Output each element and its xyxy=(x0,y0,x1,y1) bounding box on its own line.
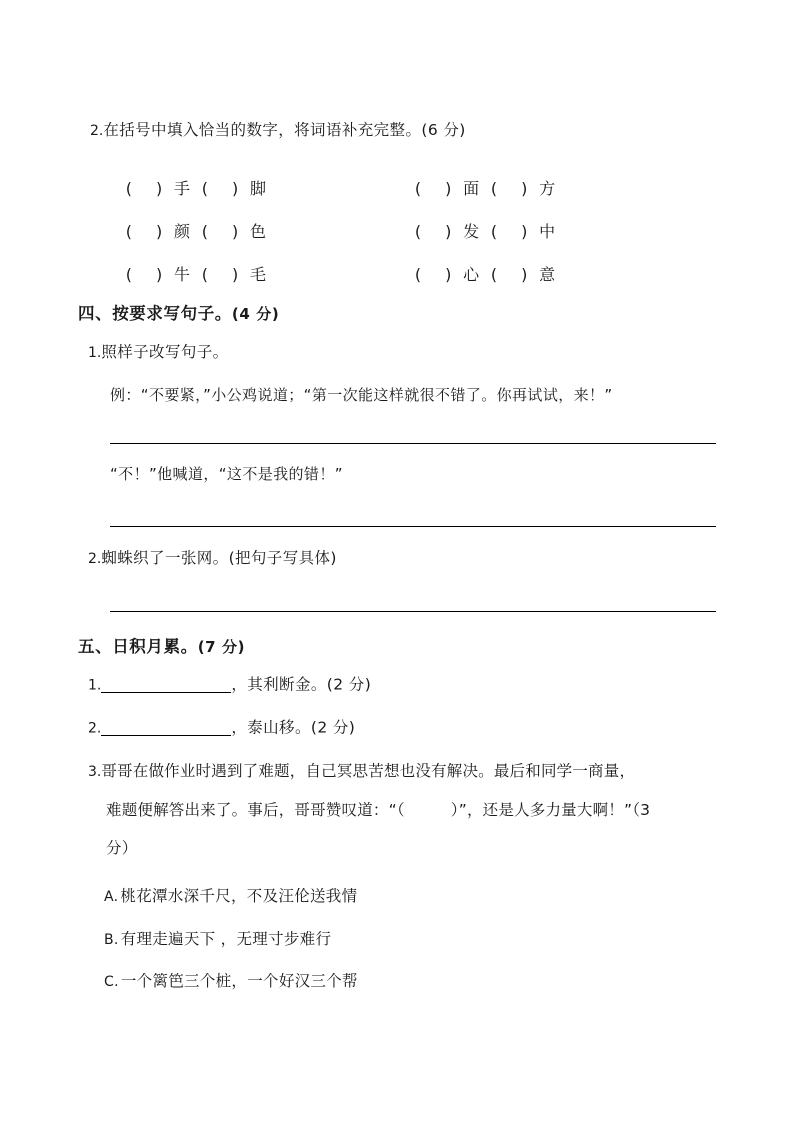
bracket-group-right xyxy=(407,219,559,242)
bracket-row xyxy=(118,262,559,285)
option-label: C. xyxy=(104,974,119,990)
question-text: 蜘蛛织了一张网。 xyxy=(101,549,229,567)
option-label: B. xyxy=(104,932,119,948)
option-text: 一个篱笆三个桩，一个好汉三个帮 xyxy=(120,972,358,990)
section-five-points: (7 分) xyxy=(197,638,246,656)
question-5-3 xyxy=(88,752,650,867)
word-char: 意 xyxy=(539,265,556,284)
word-char: 色 xyxy=(249,222,266,241)
answer-bracket[interactable]: ( ) xyxy=(201,222,239,241)
question-5-3-line-2 xyxy=(88,791,650,829)
given-sentence: “不！”他喊道，“这不是我的错！” xyxy=(110,465,343,483)
answer-bracket[interactable]: ( ) xyxy=(490,222,528,241)
question-number: 1. xyxy=(88,677,102,694)
word-char: 心 xyxy=(463,265,480,284)
question-4-1-prompt xyxy=(88,345,229,361)
answer-line[interactable] xyxy=(110,526,716,527)
question-points: (6 分) xyxy=(421,121,466,139)
question-number: 2. xyxy=(88,720,102,737)
bracket-group-left xyxy=(118,262,270,285)
answer-bracket[interactable]: ( ) xyxy=(490,179,528,198)
word-char: 面 xyxy=(463,179,480,198)
fill-blank[interactable] xyxy=(101,676,231,693)
section-five-title: 五、日积月累。 xyxy=(78,637,198,656)
option-text: 桃花潭水深千尺，不及汪伦送我情 xyxy=(120,887,358,905)
question-4-2-prompt xyxy=(88,551,337,567)
bracket-group-right xyxy=(407,176,559,199)
section-five-heading xyxy=(78,633,245,657)
question-text-before-blank: 难题便解答出来了。事后，哥哥赞叹道：“（ xyxy=(106,801,405,819)
word-char: 牛 xyxy=(173,265,190,284)
question-text: 照样子改写句子。 xyxy=(101,343,229,361)
word-char: 发 xyxy=(463,222,480,241)
bracket-group-right xyxy=(407,262,559,285)
option-b[interactable] xyxy=(104,927,331,949)
option-c[interactable] xyxy=(104,969,358,991)
question-text: ，泰山移。 xyxy=(231,718,311,737)
question-5-3-line-1 xyxy=(88,752,650,791)
word-char: 颜 xyxy=(173,222,190,241)
bracket-row xyxy=(118,219,559,242)
answer-bracket[interactable]: ( ) xyxy=(414,179,452,198)
answer-bracket[interactable]: ( ) xyxy=(125,265,163,284)
fill-blank[interactable] xyxy=(101,719,231,736)
question-number: 1. xyxy=(88,345,102,361)
word-char: 手 xyxy=(173,179,190,198)
answer-bracket[interactable]: ( ) xyxy=(201,179,239,198)
bracket-group-left xyxy=(118,176,270,199)
example-sentence: 例：“不要紧，”小公鸡说道；“第一次能这样就很不错了。你再试试，来！” xyxy=(110,386,613,404)
question-text: ，其利断金。 xyxy=(231,675,327,694)
question-text-after-blank: ）”，还是人多力量大啊！”（3 xyxy=(450,801,651,819)
answer-line[interactable] xyxy=(110,611,716,612)
bracket-group-left xyxy=(118,219,270,242)
section-four-points: (4 分) xyxy=(231,305,280,323)
answer-bracket[interactable]: ( ) xyxy=(125,179,163,198)
word-char: 方 xyxy=(539,179,556,198)
option-label: A. xyxy=(104,889,119,905)
question-number: 2. xyxy=(88,551,102,567)
word-char: 脚 xyxy=(249,179,266,198)
question-points: (2 分) xyxy=(310,718,356,737)
option-a[interactable] xyxy=(104,884,357,906)
word-char: 毛 xyxy=(249,265,266,284)
question-number: 2. xyxy=(90,123,104,139)
option-text: 有理走遍天下 ，无理寸步难行 xyxy=(120,930,332,948)
question-number: 3. xyxy=(88,764,102,780)
question-text: 哥哥在做作业时遇到了难题，自己冥思苦想也没有解决。最后和同学一商量， xyxy=(101,762,636,780)
answer-bracket[interactable]: ( ) xyxy=(414,222,452,241)
answer-line[interactable] xyxy=(110,443,716,444)
question-3-2-prompt xyxy=(90,123,466,139)
question-text: 在括号中填入恰当的数字，将词语补充完整。 xyxy=(103,121,422,139)
question-5-2 xyxy=(88,719,355,736)
answer-bracket[interactable]: ( ) xyxy=(490,265,528,284)
answer-bracket[interactable]: ( ) xyxy=(414,265,452,284)
question-5-1 xyxy=(88,676,371,693)
question-5-3-line-3: 分） xyxy=(106,839,138,857)
answer-bracket[interactable]: ( ) xyxy=(201,265,239,284)
question-requirement: (把句子写具体) xyxy=(228,549,337,567)
bracket-row xyxy=(118,176,559,199)
answer-bracket[interactable]: ( ) xyxy=(125,222,163,241)
section-four-heading xyxy=(78,300,279,324)
word-char: 中 xyxy=(539,222,556,241)
question-points: (2 分) xyxy=(326,675,372,694)
section-four-title: 四、按要求写句子。 xyxy=(78,304,232,323)
